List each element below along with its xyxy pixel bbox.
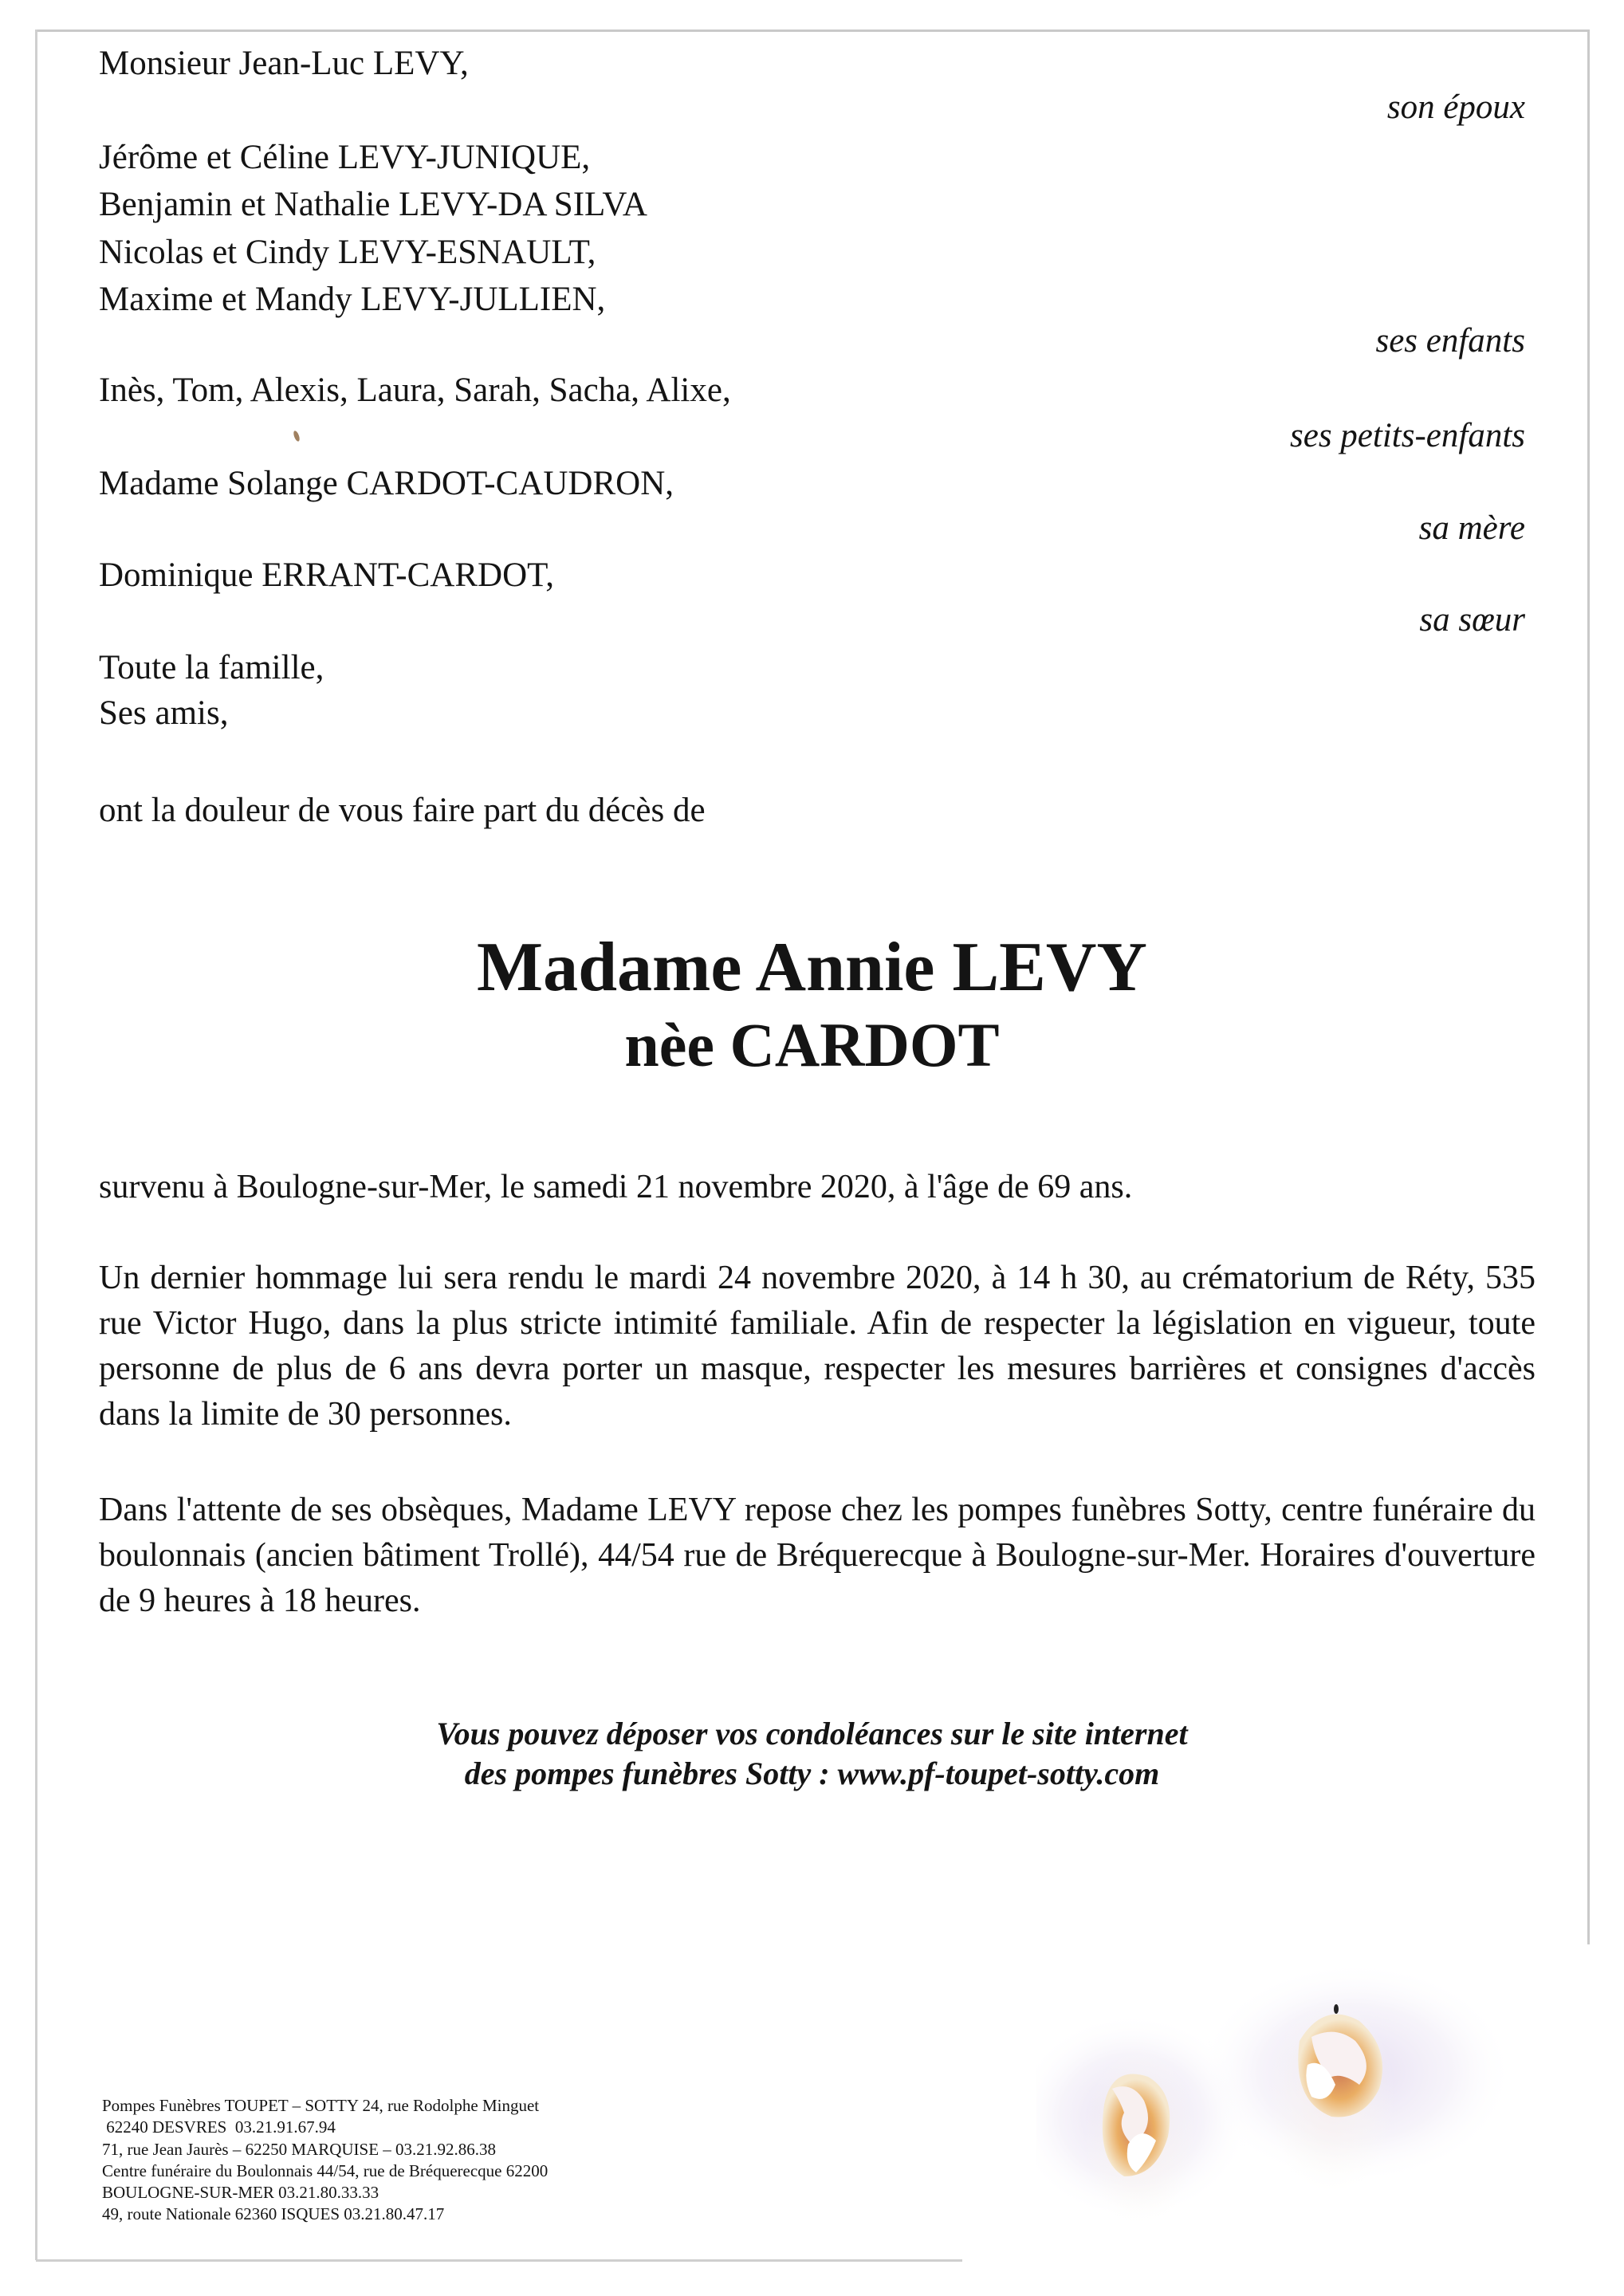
deceased-maiden-name: nèe CARDOT	[624, 1010, 1000, 1079]
announcement-text: ont la douleur de vous faire part du décès de	[99, 792, 706, 829]
family-name: Ses amis,	[99, 694, 229, 732]
family-name: Madame Solange CARDOT-CAUDRON,	[99, 465, 674, 502]
footer-line: 71, rue Jean Jaurès – 62250 MARQUISE – 03.21.92.86.38	[102, 2139, 497, 2159]
footer-line: 62240 DESVRES 03.21.91.67.94	[102, 2117, 336, 2137]
paper-speck	[293, 430, 301, 442]
family-name: Nicolas et Cindy LEVY-ESNAULT,	[99, 234, 596, 271]
family-name: Toute la famille,	[99, 649, 324, 686]
relation-label: sa sœur	[1419, 601, 1525, 639]
page-border-left	[35, 29, 37, 2260]
relation-label: ses petits-enfants	[1290, 417, 1525, 454]
family-name: Benjamin et Nathalie LEVY-DA SILVA	[99, 186, 647, 223]
death-info: survenu à Boulogne-sur-Mer, le samedi 21 novembre 2020, à l'âge de 69 ans.	[99, 1169, 1133, 1205]
relation-label: ses enfants	[1375, 322, 1525, 360]
orchid-right	[1196, 1961, 1515, 2192]
hommage-paragraph: Un dernier hommage lui sera rendu le mardi 24 novembre 2020, à 14 h 30, au crématorium de Réty, 535 rue Victor Hugo, dans la plus stricte intimité familiale. Afin de respecter la législation en vigueur, toute personne de plus de 6 ans devra porter un masque, respecter les mesures barrières et consignes d'accès dans la limite de 30 personnes.	[99, 1260, 1536, 1433]
footer-line: Centre funéraire du Boulonnais 44/54, rue de Bréquerecque 62200	[102, 2160, 549, 2180]
family-name: Inès, Tom, Alexis, Laura, Sarah, Sacha, Alixe,	[99, 372, 731, 409]
relation-label: sa mère	[1418, 509, 1525, 547]
page-border-bottom	[36, 2259, 962, 2262]
condolences-line-2: des pompes funèbres Sotty : www.pf-toupet-sotty.com	[464, 1755, 1160, 1791]
condolences-line-1: Vous pouvez déposer vos condoléances sur le site internet	[436, 1716, 1188, 1751]
orchid-flowers-icon	[1036, 1945, 1555, 2264]
footer-line: BOULOGNE-SUR-MER 03.21.80.33.33	[102, 2183, 379, 2203]
footer-line: Pompes Funèbres TOUPET – SOTTY 24, rue Rodolphe Minguet	[102, 2096, 540, 2115]
funeral-home-contacts	[102, 2095, 548, 2226]
family-name: Dominique ERRANT-CARDOT,	[99, 556, 554, 594]
relation-label: son époux	[1386, 88, 1525, 126]
condolences-notice	[0, 1714, 1624, 1794]
page-border-top	[36, 29, 1589, 32]
family-name: Monsieur Jean-Luc LEVY,	[99, 45, 469, 82]
deceased-name: Madame Annie LEVY	[477, 929, 1147, 1006]
family-name: Jérôme et Céline LEVY-JUNIQUE,	[99, 139, 591, 176]
family-name: Maxime et Mandy LEVY-JULLIEN,	[99, 281, 606, 318]
repose-paragraph: Dans l'attente de ses obsèques, Madame LEVY repose chez les pompes funèbres Sotty, centre funéraire du boulonnais (ancien bâtiment Trollé), 44/54 rue de Bréquerecque à Boulogne-sur-Mer. Horaires d'ouverture de 9 heures à 18 heures.	[99, 1492, 1536, 1619]
footer-line: 49, route Nationale 62360 ISQUES 03.21.80.47.17	[102, 2204, 445, 2224]
